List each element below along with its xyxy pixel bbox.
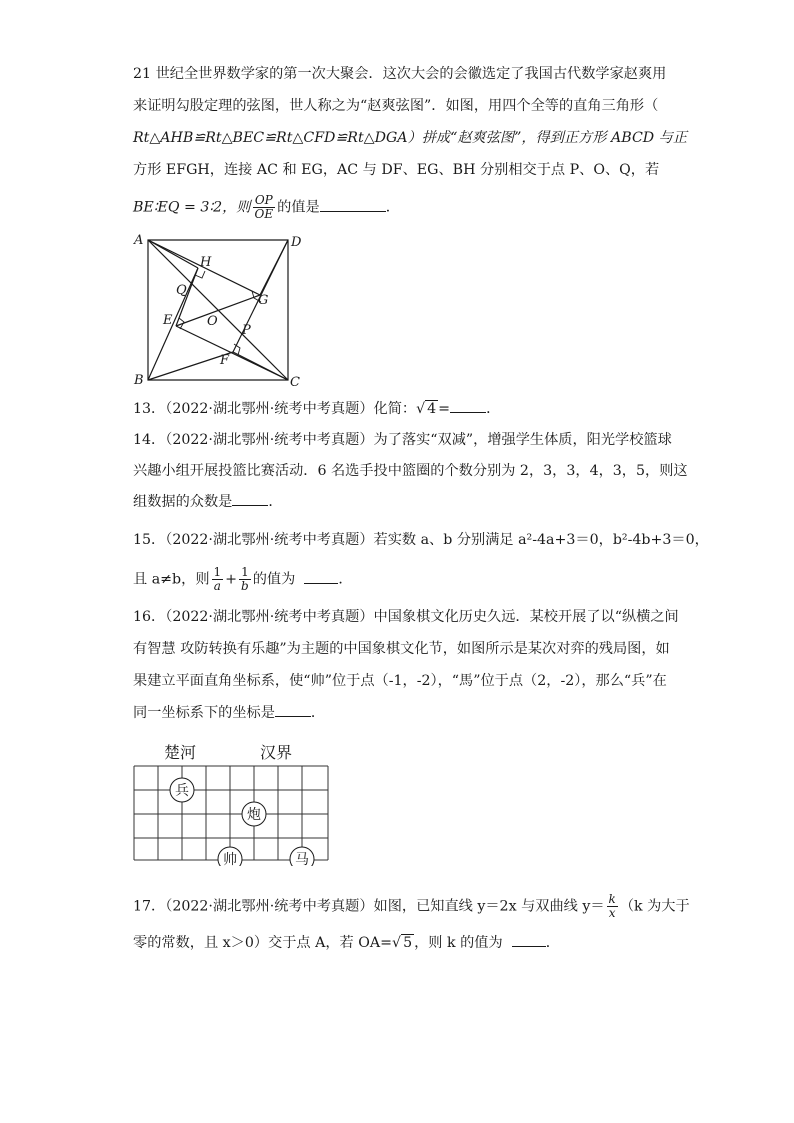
- zhao-shuang-diagram: [128, 230, 308, 390]
- q15-frac1-den: a: [213, 579, 221, 593]
- q13-text: [133, 399, 500, 419]
- svg-text:马: 马: [295, 852, 309, 866]
- q15-plus: +: [225, 571, 238, 588]
- q14-line3: 组数据的众数是: [133, 494, 233, 510]
- q12-fraction: [253, 194, 276, 221]
- q17-line1-a: 17．（2022·湖北鄂州·统考中考真题）如图，已知直线 y＝2x 与双曲线 y＝: [133, 898, 605, 915]
- piece-bing: [170, 778, 194, 802]
- q16-text-line-3: 果建立平面直角坐标系，使“帅”位于点（-1，-2），“馬”位于点（2，-2），那么“兵”在: [133, 673, 667, 689]
- q17-line1-b: （k 为大于: [619, 898, 690, 915]
- q13-answer-blank: [450, 400, 486, 413]
- q17-line2-b: ，则 k 的值为: [414, 935, 503, 951]
- q12-text-line-4: 方形 EFGH，连接 AC 和 EG，AC 与 DF、EG、BH 分别相交于点 P、O、Q，若: [133, 162, 660, 178]
- q17-frac: [607, 893, 618, 920]
- river-right-label: 汉界: [260, 743, 293, 762]
- q15-answer-blank: [304, 571, 338, 584]
- q17-answer-blank: [512, 934, 546, 947]
- q14-text-line-2: 兴趣小组开展投篮比赛活动．6 名选手投中篮圈的个数分别为 2，3，3，4，3，5，则这: [133, 463, 688, 479]
- q17-sqrt: √ 5: [392, 935, 413, 951]
- q15-tail: 的值为: [252, 571, 296, 588]
- chess-board-figure: [128, 738, 334, 866]
- label-p: P: [242, 323, 251, 338]
- q15-frac-2: [239, 566, 251, 593]
- label-g: G: [258, 293, 269, 308]
- label-b: B: [134, 373, 144, 388]
- q14-answer-blank: [232, 493, 268, 506]
- label-f: F: [220, 353, 230, 368]
- q14-text-line-1: 14．（2022·湖北鄂州·统考中考真题）为了落实“双减”，增强学生体质，阳光学校篮球: [133, 432, 672, 448]
- piece-shuai: [218, 847, 242, 866]
- label-o: O: [207, 314, 218, 329]
- piece-ma: [290, 847, 314, 866]
- q16-text-line-4: [133, 703, 325, 723]
- q12-tail: 的值是: [277, 199, 320, 216]
- q17-text-line-2: [133, 933, 560, 953]
- q12-text-line-5: BE∶EQ = 3∶2，则 $\frac{OP}{OE}$ 的值是 ．: [133, 193, 400, 221]
- svg-text:兵: 兵: [175, 783, 189, 799]
- q12-text-line-1: 21 世纪全世界数学家的第一次大聚会．这次大会的会徽选定了我国古代数学家赵爽用: [133, 66, 667, 82]
- label-d: D: [291, 235, 302, 250]
- q17-text-line-1: [133, 893, 690, 920]
- q17-line2-a: 零的常数，且 x＞0）交于点 A，若 OA=: [133, 935, 393, 951]
- q15-frac2-num: 1: [239, 566, 251, 580]
- q12-condition: BE∶EQ = 3∶2，则: [133, 199, 251, 216]
- river-left-label: 楚河: [164, 743, 197, 762]
- q12-answer-blank: [320, 199, 386, 212]
- q13-radicand: 4: [427, 401, 437, 417]
- q15-pre: 且 a≠b，则: [133, 571, 210, 588]
- label-c: C: [290, 375, 300, 390]
- segment-bh: [148, 268, 198, 380]
- segment-fc: [233, 352, 288, 380]
- q12-text-line-3: Rt△AHB≌Rt△BEC≌Rt△CFD≌Rt△DGA）拼成“赵爽弦图”，得到正方形 ABCD 与正: [133, 130, 688, 146]
- q15-end: ．: [338, 571, 353, 588]
- q16-end: ．: [310, 705, 326, 721]
- q17-radicand: 5: [403, 935, 413, 951]
- q16-text-line-2: 有智慧 攻防转换有乐趣”为主题的中国象棋文化节，如图所示是某次对弈的残局图，如: [133, 641, 670, 657]
- q14-text-line-3: [133, 492, 283, 512]
- label-h: H: [200, 255, 212, 270]
- q14-end: ．: [268, 494, 283, 510]
- q13-sqrt: √ 4: [416, 401, 437, 417]
- piece-pao: [242, 802, 266, 826]
- q16-text-line-1: 16．（2022·湖北鄂州·统考中考真题）中国象棋文化历史久远．某校开展了以“纵横之间: [133, 609, 679, 625]
- q15-frac1-num: 1: [213, 565, 222, 579]
- q17-frac-num: k: [608, 892, 616, 906]
- q12-text-line-2: 来证明勾股定理的弦图，世人称之为“赵爽弦图”．如图，用四个全等的直角三角形（: [133, 98, 659, 114]
- q13-prefix: 13．（2022·湖北鄂州·统考中考真题）化简：: [133, 401, 417, 417]
- label-a: A: [134, 233, 144, 248]
- svg-text:炮: 炮: [247, 807, 261, 823]
- label-q: Q: [176, 283, 187, 298]
- q12-frac-num: OP: [253, 194, 276, 208]
- label-e: E: [163, 313, 173, 328]
- q16-answer-blank: [275, 704, 311, 717]
- q15-frac-1: [212, 566, 224, 593]
- q15-frac2-den: b: [241, 579, 249, 593]
- q15-text-line-1: 15．（2022·湖北鄂州·统考中考真题）若实数 a、b 分别满足 a²-4a+3＝0，b²-4b+3＝0，: [133, 532, 709, 548]
- q16-line4: 同一坐标系下的坐标是: [133, 705, 275, 721]
- q17-end: ．: [545, 935, 560, 951]
- svg-text:帅: 帅: [223, 852, 237, 866]
- q15-text-line-2: [133, 566, 353, 593]
- q17-frac-den: x: [608, 906, 616, 920]
- q13-eq: =: [438, 401, 451, 417]
- q12-frac-den: OE: [254, 207, 274, 221]
- q13-end: ．: [486, 401, 501, 417]
- board-grid: [134, 766, 328, 860]
